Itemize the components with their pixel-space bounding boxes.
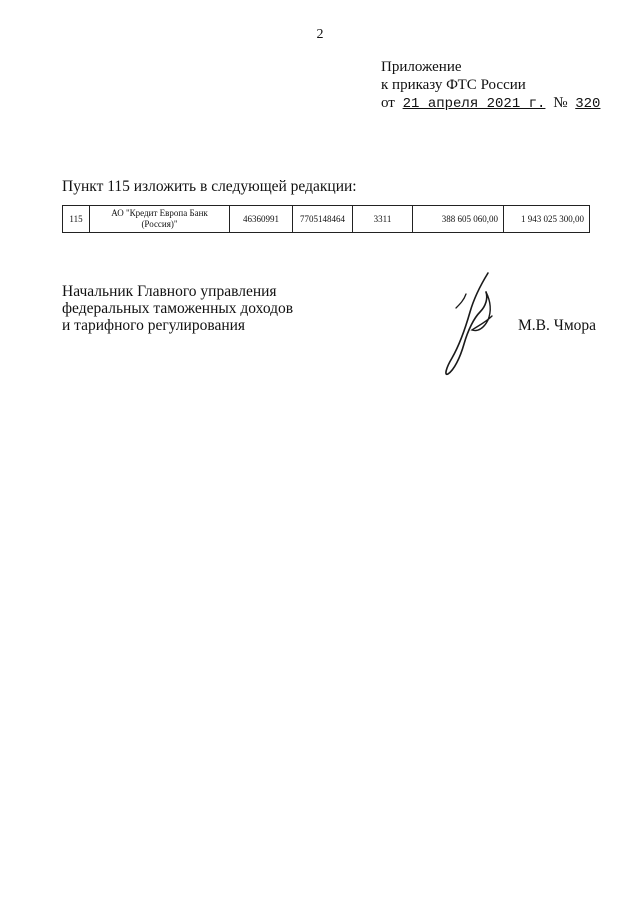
order-number: 320 xyxy=(575,96,601,112)
order-date: 21 апреля 2021 г. xyxy=(402,96,546,112)
cell-code: 3311 xyxy=(353,206,413,233)
signatory-title xyxy=(62,283,293,334)
cell-index: 115 xyxy=(63,206,90,233)
cell-amount1: 388 605 060,00 xyxy=(413,206,504,233)
date-prefix: от xyxy=(381,95,395,111)
page-number: 2 xyxy=(316,27,324,42)
table-row xyxy=(63,206,590,233)
amendment-table xyxy=(62,205,590,233)
appendix-order-ref: к приказу ФТС России xyxy=(381,77,526,93)
signatory-name: М.В. Чмора xyxy=(518,317,597,334)
cell-name-line2: (Россия)" xyxy=(141,219,178,229)
cell-inn: 7705148464 xyxy=(293,206,353,233)
appendix-title: Приложение xyxy=(381,59,462,75)
appendix-header xyxy=(381,58,612,113)
cell-name-line1: АО "Кредит Европа Банк xyxy=(111,208,208,218)
cell-name xyxy=(90,206,230,233)
appendix-date-number xyxy=(381,94,612,113)
signatory-line2: федеральных таможенных доходов xyxy=(62,300,294,317)
number-prefix: № xyxy=(553,95,568,111)
handwritten-signature xyxy=(430,268,520,380)
signatory-line1: Начальник Главного управления xyxy=(62,283,277,300)
cell-okpo: 46360991 xyxy=(230,206,293,233)
signatory-line3: и тарифного регулирования xyxy=(62,317,246,334)
intro-text: Пункт 115 изложить в следующей редакции: xyxy=(62,178,357,195)
cell-amount2: 1 943 025 300,00 xyxy=(504,206,590,233)
